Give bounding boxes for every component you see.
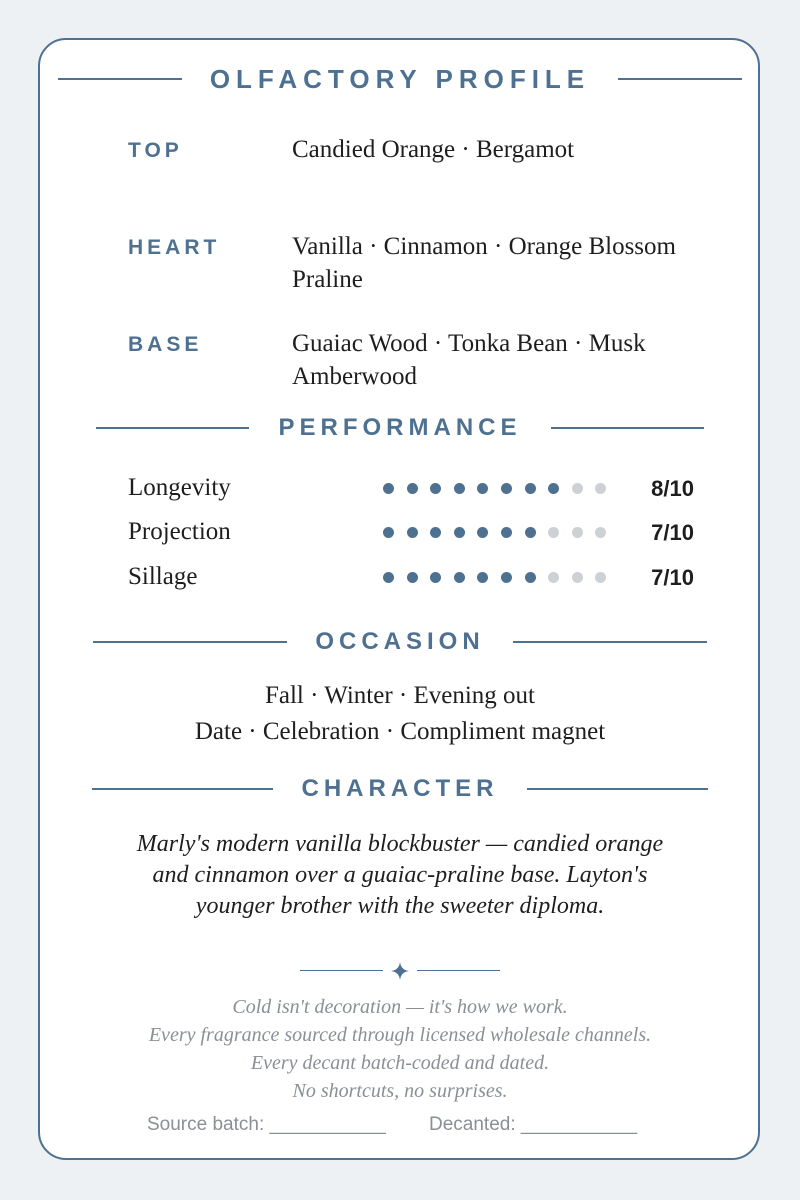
rating-dot-filled — [525, 527, 536, 538]
rating-dot-filled — [501, 483, 512, 494]
rating-dot-filled — [407, 572, 418, 583]
note-list-top — [292, 133, 732, 166]
rating-dot-filled — [407, 527, 418, 538]
rating-dot-filled — [454, 572, 465, 583]
rating-dot-filled — [383, 483, 394, 494]
note-list-heart — [292, 230, 732, 296]
occasion-line: Date · Celebration · Compliment magnet — [194, 718, 606, 745]
profile-card — [38, 38, 760, 1160]
note-text: Guaiac Wood · Tonka Bean · Musk — [292, 330, 646, 357]
note-label-base: BASE — [128, 333, 203, 356]
rating-dot-filled — [525, 483, 536, 494]
note-list-base — [292, 327, 732, 393]
rating-dot-empty — [572, 527, 583, 538]
metric-score-sillage: 7/10 — [651, 565, 694, 590]
rating-dot-filled — [383, 527, 394, 538]
footer-line: Every fragrance sourced through licensed wholesale channels. — [148, 1024, 652, 1046]
rating-dot-filled — [454, 527, 465, 538]
rating-dot-filled — [407, 483, 418, 494]
rating-dot-filled — [454, 483, 465, 494]
note-label-top: TOP — [128, 139, 183, 162]
ornament-rule-right — [417, 970, 500, 971]
performance-heading: PERFORMANCE — [278, 414, 522, 441]
note-text: Amberwood — [292, 363, 417, 390]
character-line: younger brother with the sweeter diploma. — [195, 893, 605, 919]
rating-dot-filled — [501, 527, 512, 538]
rating-dot-filled — [383, 572, 394, 583]
metric-name-projection: Projection — [128, 518, 231, 545]
decanted-field: Decanted: ___________ — [429, 1114, 638, 1135]
rating-dot-empty — [572, 483, 583, 494]
footer-line: No shortcuts, no surprises. — [292, 1080, 508, 1102]
sparkle-icon — [390, 961, 410, 981]
olfactory-profile-heading: OLFACTORY PROFILE — [209, 64, 591, 94]
rating-dot-filled — [525, 572, 536, 583]
ornament-rule-left — [300, 970, 383, 971]
rating-dot-filled — [501, 572, 512, 583]
occasion-heading: OCCASION — [315, 628, 485, 655]
footer-line: Cold isn't decoration — it's how we work. — [232, 996, 568, 1018]
note-label-heart: HEART — [128, 236, 221, 259]
note-text: Praline — [292, 266, 363, 293]
occasion-line: Fall · Winter · Evening out — [264, 682, 535, 709]
character-heading: CHARACTER — [301, 775, 499, 802]
character-line: and cinnamon over a guaiac-praline base. Layton's — [152, 862, 648, 888]
note-text: Candied Orange · Bergamot — [292, 136, 575, 163]
rating-dot-empty — [572, 572, 583, 583]
note-text: Vanilla · Cinnamon · Orange Blossom — [292, 233, 676, 260]
character-line: Marly's modern vanilla blockbuster — candied orange — [136, 831, 664, 857]
metric-name-longevity: Longevity — [128, 474, 231, 501]
metric-score-projection: 7/10 — [651, 520, 694, 545]
metric-score-longevity: 8/10 — [651, 476, 694, 501]
character-description — [100, 829, 700, 922]
source-batch-field: Source batch: ___________ — [147, 1114, 386, 1135]
footer-line: Every decant batch-coded and dated. — [250, 1052, 550, 1074]
metric-name-sillage: Sillage — [128, 563, 198, 590]
